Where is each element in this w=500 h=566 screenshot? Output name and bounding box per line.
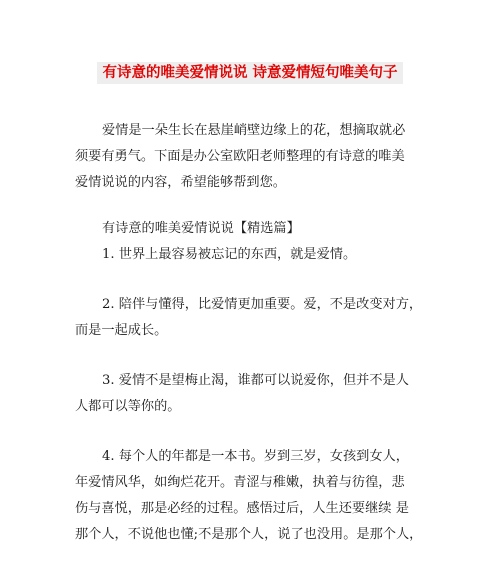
page-title: 有诗意的唯美爱情说说 诗意爱情短句唯美句子 <box>97 62 402 84</box>
item-4-line: 4. 每个人的年都是一本书。岁到三岁，女孩到女人， <box>102 449 409 464</box>
article-body <box>75 118 435 548</box>
item-2-line: 2. 陪伴与懂得，比爱情更加重要。爱，不是改变对方， <box>102 297 423 312</box>
intro-line: 爱情说说的内容，希望能够帮到您。 <box>75 175 286 190</box>
item-4-line: 年爱情风华，如绚烂花开。青涩与稚嫩，执着与彷徨，悲 <box>75 475 405 490</box>
item-2-line: 而是一起成长。 <box>75 323 168 338</box>
intro-line: 须要有勇气。下面是办公室欧阳老师整理的有诗意的唯美 <box>75 149 405 164</box>
item-4-line: 伤与喜悦，那是必经的过程。感悟过后，人生还要继续 是 <box>75 501 409 516</box>
item-3-line: 3. 爱情不是望梅止渴，谁都可以说爱你，但并不是人 <box>102 373 409 388</box>
title-area <box>0 62 500 84</box>
item-4-line: 那个人，不说他也懂;不是那个人，说了也没用。是那个人， <box>75 527 423 542</box>
intro-line: 爱情是一朵生长在悬崖峭壁边缘上的花，想摘取就必 <box>102 123 406 138</box>
section-heading: 有诗意的唯美爱情说说【精选篇】 <box>102 221 300 236</box>
item-1-line: 1. 世界上最容易被忘记的东西，就是爱情。 <box>102 247 357 262</box>
item-3-line: 人都可以等你的。 <box>75 399 181 414</box>
